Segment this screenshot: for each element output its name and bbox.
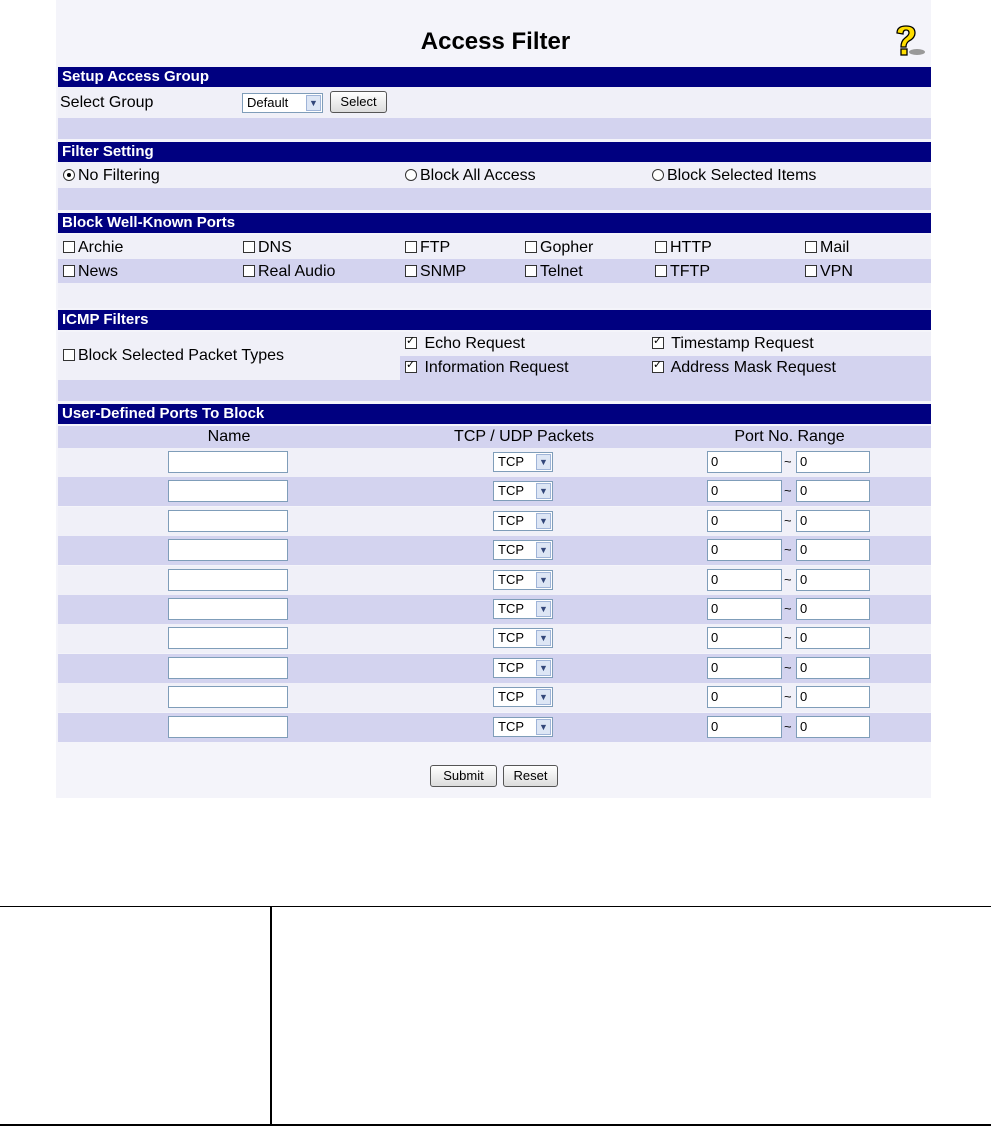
- port-http[interactable]: HTTP: [655, 239, 712, 257]
- checkbox-icon[interactable]: [405, 361, 417, 373]
- port-end-input[interactable]: 0: [796, 598, 870, 620]
- port-name-input[interactable]: [168, 451, 288, 473]
- chevron-down-icon: ▼: [536, 719, 551, 735]
- range-separator: ~: [784, 542, 792, 558]
- port-start-input[interactable]: 0: [707, 539, 782, 561]
- port-start-input[interactable]: 0: [707, 627, 782, 649]
- user-ports-column-headers: [58, 426, 931, 448]
- checkbox-icon[interactable]: [652, 361, 664, 373]
- icmp-address-mask-request[interactable]: ✓ Address Mask Request: [652, 359, 836, 377]
- checkbox-icon[interactable]: [63, 265, 75, 277]
- port-start-input[interactable]: 0: [707, 480, 782, 502]
- submit-button[interactable]: Submit: [430, 765, 497, 787]
- checkbox-icon[interactable]: [243, 265, 255, 277]
- chevron-down-icon: ▼: [536, 689, 551, 705]
- port-news[interactable]: News: [63, 263, 118, 281]
- icmp-timestamp-request[interactable]: ✓ Timestamp Request: [652, 335, 814, 353]
- ports-header: Block Well-Known Ports: [58, 213, 931, 233]
- port-name-input[interactable]: [168, 627, 288, 649]
- port-end-input[interactable]: 0: [796, 686, 870, 708]
- spacer-row: [58, 118, 931, 139]
- table-row: [58, 713, 931, 742]
- table-row: [58, 683, 931, 712]
- icmp-echo-request[interactable]: ✓ Echo Request: [405, 335, 525, 353]
- table-row: [58, 624, 931, 653]
- checkbox-icon[interactable]: [525, 265, 537, 277]
- page-title: Access Filter: [420, 28, 571, 55]
- range-separator: ~: [784, 630, 792, 646]
- port-end-input[interactable]: 0: [796, 627, 870, 649]
- reset-button[interactable]: Reset: [503, 765, 558, 787]
- protocol-select[interactable]: TCP ▼: [493, 570, 553, 590]
- port-name-input[interactable]: [168, 716, 288, 738]
- port-end-input[interactable]: 0: [796, 569, 870, 591]
- port-end-input[interactable]: 0: [796, 480, 870, 502]
- checkbox-icon[interactable]: [805, 241, 817, 253]
- range-separator: ~: [784, 601, 792, 616]
- port-name-input[interactable]: [168, 569, 288, 591]
- radio-icon[interactable]: [63, 169, 75, 181]
- port-name-input[interactable]: [168, 480, 288, 502]
- port-end-input[interactable]: 0: [796, 716, 870, 738]
- block-all-access-option[interactable]: Block All Access: [405, 167, 536, 185]
- doc-table-divider: [270, 906, 272, 1126]
- spacer-row: [58, 380, 931, 401]
- table-row: [58, 595, 931, 624]
- port-archie[interactable]: Archie: [63, 239, 123, 257]
- table-row: [58, 654, 931, 683]
- checkbox-icon[interactable]: [525, 241, 537, 253]
- protocol-select[interactable]: TCP ▼: [493, 599, 553, 619]
- protocol-select[interactable]: TCP ▼: [493, 481, 553, 501]
- port-start-input[interactable]: 0: [707, 451, 782, 473]
- port-name-input[interactable]: [168, 657, 288, 679]
- chevron-down-icon: ▼: [536, 542, 551, 558]
- spacer-row: [58, 283, 931, 308]
- no-filtering-option[interactable]: No Filtering: [63, 167, 160, 185]
- port-snmp[interactable]: SNMP: [405, 263, 466, 281]
- protocol-select[interactable]: TCP ▼: [493, 687, 553, 707]
- user-ports-header: User-Defined Ports To Block: [58, 404, 931, 424]
- port-end-input[interactable]: 0: [796, 539, 870, 561]
- chevron-down-icon: ▼: [536, 513, 551, 529]
- port-real-audio[interactable]: Real Audio: [243, 263, 335, 281]
- port-start-input[interactable]: 0: [707, 510, 782, 532]
- port-telnet[interactable]: Telnet: [525, 263, 583, 281]
- setup-group-row: [58, 87, 931, 118]
- icmp-information-request[interactable]: ✓ Information Request: [405, 359, 569, 377]
- port-end-input[interactable]: 0: [796, 657, 870, 679]
- table-row: [58, 477, 931, 506]
- icmp-header: ICMP Filters: [58, 310, 931, 330]
- checkbox-icon[interactable]: [243, 241, 255, 253]
- checkbox-icon[interactable]: [405, 241, 417, 253]
- block-packet-types-option[interactable]: Block Selected Packet Types: [63, 347, 284, 365]
- port-start-input[interactable]: 0: [707, 716, 782, 738]
- doc-table-top-border: [0, 906, 991, 907]
- port-gopher[interactable]: Gopher: [525, 239, 593, 257]
- checkbox-icon[interactable]: [655, 265, 667, 277]
- protocol-select[interactable]: TCP ▼: [493, 452, 553, 472]
- col-protocol-header: TCP / UDP Packets: [454, 428, 594, 445]
- chevron-down-icon: ▼: [536, 454, 551, 470]
- port-mail[interactable]: Mail: [805, 239, 849, 257]
- table-row: [58, 536, 931, 565]
- port-start-input[interactable]: 0: [707, 657, 782, 679]
- setup-group-header: Setup Access Group: [58, 67, 931, 87]
- protocol-select[interactable]: TCP ▼: [493, 658, 553, 678]
- ports-row-1: [58, 235, 931, 259]
- protocol-select[interactable]: TCP ▼: [493, 540, 553, 560]
- filter-setting-row: [58, 162, 931, 188]
- checkbox-icon[interactable]: [405, 337, 417, 349]
- checkbox-icon[interactable]: [805, 265, 817, 277]
- chevron-down-icon: ▼: [536, 483, 551, 499]
- chevron-down-icon: ▼: [536, 572, 551, 588]
- port-end-input[interactable]: 0: [796, 510, 870, 532]
- radio-icon[interactable]: [652, 169, 664, 181]
- checkbox-icon[interactable]: [63, 241, 75, 253]
- port-start-input[interactable]: 0: [707, 598, 782, 620]
- select-group-label: Select Group: [60, 94, 154, 111]
- range-separator: ~: [784, 689, 792, 705]
- block-selected-items-option[interactable]: Block Selected Items: [652, 167, 816, 185]
- select-button[interactable]: Select: [330, 91, 387, 113]
- range-separator: ~: [784, 571, 792, 587]
- port-end-input[interactable]: 0: [796, 451, 870, 473]
- group-select[interactable]: Default ▼: [242, 93, 323, 113]
- port-name-input[interactable]: [168, 598, 288, 620]
- port-start-input[interactable]: 0: [707, 569, 782, 591]
- checkbox-icon[interactable]: [405, 265, 417, 277]
- port-dns[interactable]: DNS: [243, 239, 292, 257]
- ports-row-2: [58, 259, 931, 283]
- chevron-down-icon: ▼: [536, 660, 551, 676]
- col-range-header: Port No. Range: [734, 428, 845, 445]
- range-separator: ~: [784, 512, 792, 528]
- chevron-down-icon: ▼: [306, 95, 321, 111]
- table-row: [58, 566, 931, 595]
- checkbox-icon[interactable]: [652, 337, 664, 349]
- radio-icon[interactable]: [405, 169, 417, 181]
- range-separator: ~: [784, 483, 792, 499]
- checkbox-icon[interactable]: [63, 349, 75, 361]
- protocol-select[interactable]: TCP ▼: [493, 628, 553, 648]
- protocol-select[interactable]: TCP ▼: [493, 511, 553, 531]
- port-name-input[interactable]: [168, 686, 288, 708]
- chevron-down-icon: ▼: [536, 601, 551, 617]
- col-name-header: Name: [207, 428, 251, 445]
- range-separator: ~: [784, 454, 792, 469]
- range-separator: ~: [784, 718, 792, 734]
- port-name-input[interactable]: [168, 539, 288, 561]
- port-ftp[interactable]: FTP: [405, 239, 450, 257]
- range-separator: ~: [784, 659, 792, 675]
- checkbox-icon[interactable]: [655, 241, 667, 253]
- help-question-icon[interactable]: [887, 24, 927, 58]
- port-tftp[interactable]: TFTP: [655, 263, 710, 281]
- spacer-row: [58, 188, 931, 210]
- port-start-input[interactable]: 0: [707, 686, 782, 708]
- table-row: [58, 507, 931, 536]
- port-vpn[interactable]: VPN: [805, 263, 853, 281]
- filter-setting-header: Filter Setting: [58, 142, 931, 162]
- protocol-select[interactable]: TCP ▼: [493, 717, 553, 737]
- port-name-input[interactable]: [168, 510, 288, 532]
- chevron-down-icon: ▼: [536, 630, 551, 646]
- table-row: [58, 448, 931, 477]
